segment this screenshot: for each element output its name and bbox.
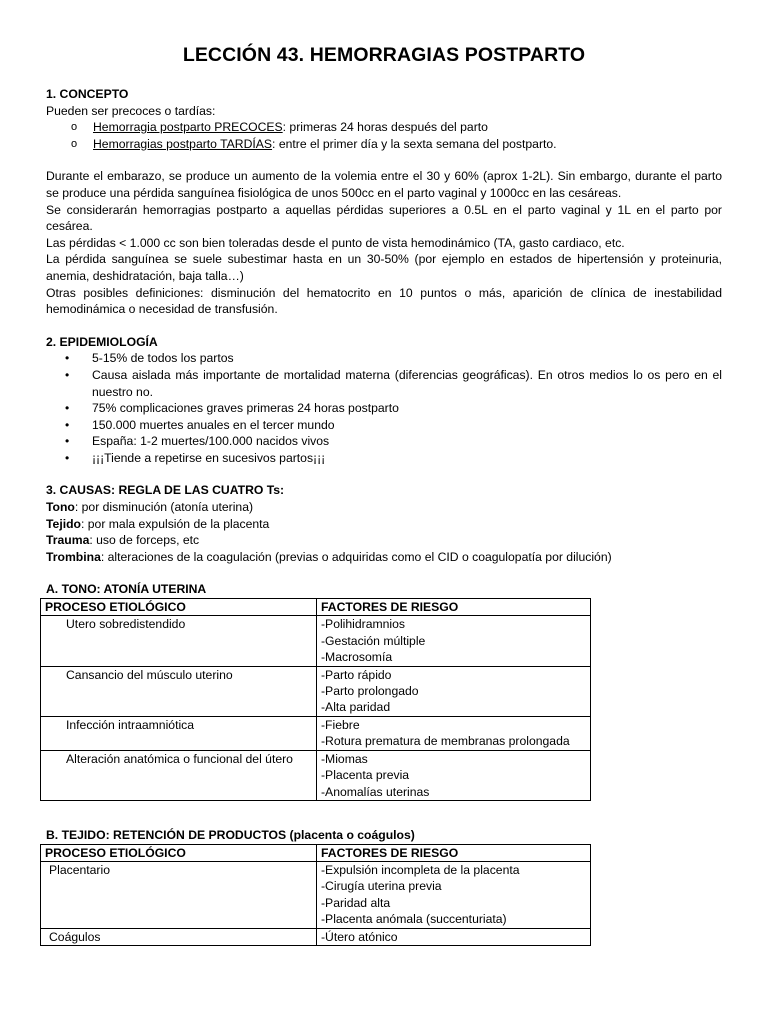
causa-item (46, 499, 722, 516)
list-item: • 150.000 muertes anuales en el tercer mundo (65, 417, 722, 434)
table-row (41, 616, 591, 666)
table-row (41, 666, 591, 716)
factor: -Parto rápido (321, 667, 392, 682)
factor: -Cirugía uterina previa (321, 879, 442, 894)
proceso-cell: Utero sobredistendido (41, 616, 317, 666)
term-precoces: Hemorragia postparto PRECOCES (93, 120, 283, 135)
paragraph: Se considerarán hemorragias postparto a aquellas pérdidas superiores a 0.5L en el parto vaginal y 1L en el parto por cesárea. (46, 202, 722, 234)
causa-text: : por mala expulsión de la placenta (80, 516, 270, 531)
factores-cell (317, 616, 591, 666)
factor: -Anomalías uterinas (321, 784, 430, 799)
factores-cell (317, 716, 591, 750)
list-item: • ¡¡¡Tiende a repetirse en sucesivos partos¡¡¡ (65, 450, 722, 467)
proceso-cell: Alteración anatómica o funcional del útero (41, 750, 317, 800)
paragraph: Otras posibles definiciones: disminución del hematocrito en 10 puntos o más, aparición de clínica de inestabilidad hemodinámica o necesidad de transfusión. (46, 285, 722, 317)
table-row (41, 928, 591, 945)
causa-term: Trauma (46, 533, 90, 548)
column-header: FACTORES DE RIESGO (317, 844, 591, 861)
factores-cell (317, 861, 591, 928)
list-item: • 5-15% de todos los partos (65, 350, 722, 367)
causa-item (46, 532, 722, 549)
causa-text: : por disminución (atonía uterina) (74, 500, 254, 515)
section-heading-concepto: 1. CONCEPTO (46, 87, 129, 101)
proceso-cell: Coágulos (41, 928, 317, 945)
factor: -Gestación múltiple (321, 633, 426, 648)
causa-text: : uso de forceps, etc (89, 533, 200, 548)
page-title: LECCIÓN 43. HEMORRAGIAS POSTPARTO (182, 44, 586, 66)
list-item (71, 119, 722, 136)
causa-item (46, 516, 722, 533)
section-heading-causas: 3. CAUSAS: REGLA DE LAS CUATRO Ts: (46, 483, 285, 498)
section-heading-tono: A. TONO: ATONÍA UTERINA (46, 582, 207, 597)
factor: -Polihidramnios (321, 617, 405, 632)
epidemiologia-list (46, 350, 722, 466)
factor: -Placenta previa (321, 768, 410, 783)
term-precoces-desc: : primeras 24 horas después del parto (282, 120, 488, 135)
paragraph: Durante el embarazo, se produce un aumento de la volemia entre el 30 y 60% (aprox 1-2L). Sin embargo, durante el parto se produce una pérdida sanguínea fisiológica de unos 500cc en el parto vaginal y 1000cc en las cesáreas. (46, 169, 722, 200)
causa-term: Tono (46, 500, 75, 515)
factor: -Macrosomía (321, 650, 393, 665)
paragraph: Las pérdidas < 1.000 cc son bien toleradas desde el punto de vista hemodinámico (TA, gasto cardiaco, etc. (46, 235, 625, 250)
paragraph: La pérdida sanguínea se suele subestimar hasta en un 30-50% (por ejemplo en estados de hipertensión y proteinuria, anemia, deshidratación, baja talla…) (46, 252, 722, 283)
section-heading-epidemiologia: 2. EPIDEMIOLOGÍA (46, 334, 158, 349)
factor: -Útero atónico (321, 929, 398, 944)
factores-cell (317, 928, 591, 945)
column-header: PROCESO ETIOLÓGICO (41, 599, 317, 616)
factor: -Rotura prematura de membranas prolongada (321, 734, 570, 749)
factores-cell (317, 666, 591, 716)
factor: -Miomas (321, 751, 368, 766)
list-item (71, 136, 722, 153)
concepto-list (46, 119, 722, 152)
list-item: • 75% complicaciones graves primeras 24 horas postparto (65, 400, 722, 417)
table-header-row (41, 599, 591, 616)
column-header: PROCESO ETIOLÓGICO (41, 844, 317, 861)
list-item: • Causa aislada más importante de mortalidad materna (diferencias geográficas). En otros medios lo os pero en el nuestro no. (65, 367, 722, 400)
table-row (41, 861, 591, 928)
tejido-table (40, 844, 591, 946)
causa-term: Tejido (46, 516, 81, 531)
proceso-cell: Cansancio del músculo uterino (41, 666, 317, 716)
factor: -Fiebre (321, 717, 360, 732)
proceso-cell: Infección intraamniótica (41, 716, 317, 750)
table-header-row (41, 844, 591, 861)
term-tardias-desc: : entre el primer día y la sexta semana del postparto. (272, 136, 557, 151)
causa-term: Trombina (46, 549, 101, 564)
causa-text: : alteraciones de la coagulación (previas o adquiridas como el CID o coagulopatía por dilución) (100, 549, 612, 564)
factor: -Placenta anómala (succenturiata) (321, 912, 507, 927)
factor: -Expulsión incompleta de la placenta (321, 862, 520, 877)
list-item: • España: 1-2 muertes/100.000 nacidos vivos (65, 433, 722, 450)
table-row (41, 716, 591, 750)
tono-table (40, 598, 591, 801)
factores-cell (317, 750, 591, 800)
section-heading-tejido: B. TEJIDO: RETENCIÓN DE PRODUCTOS (placenta o coágulos) (46, 827, 415, 842)
term-tardias: Hemorragias postparto TARDÍAS (93, 136, 273, 151)
table-row (41, 750, 591, 800)
proceso-cell: Placentario (41, 861, 317, 928)
column-header: FACTORES DE RIESGO (317, 599, 591, 616)
concepto-intro: Pueden ser precoces o tardías: (46, 103, 216, 118)
causa-item (46, 549, 722, 566)
factor: -Paridad alta (321, 895, 391, 910)
factor: -Parto prolongado (321, 684, 419, 699)
factor: -Alta paridad (321, 700, 391, 715)
